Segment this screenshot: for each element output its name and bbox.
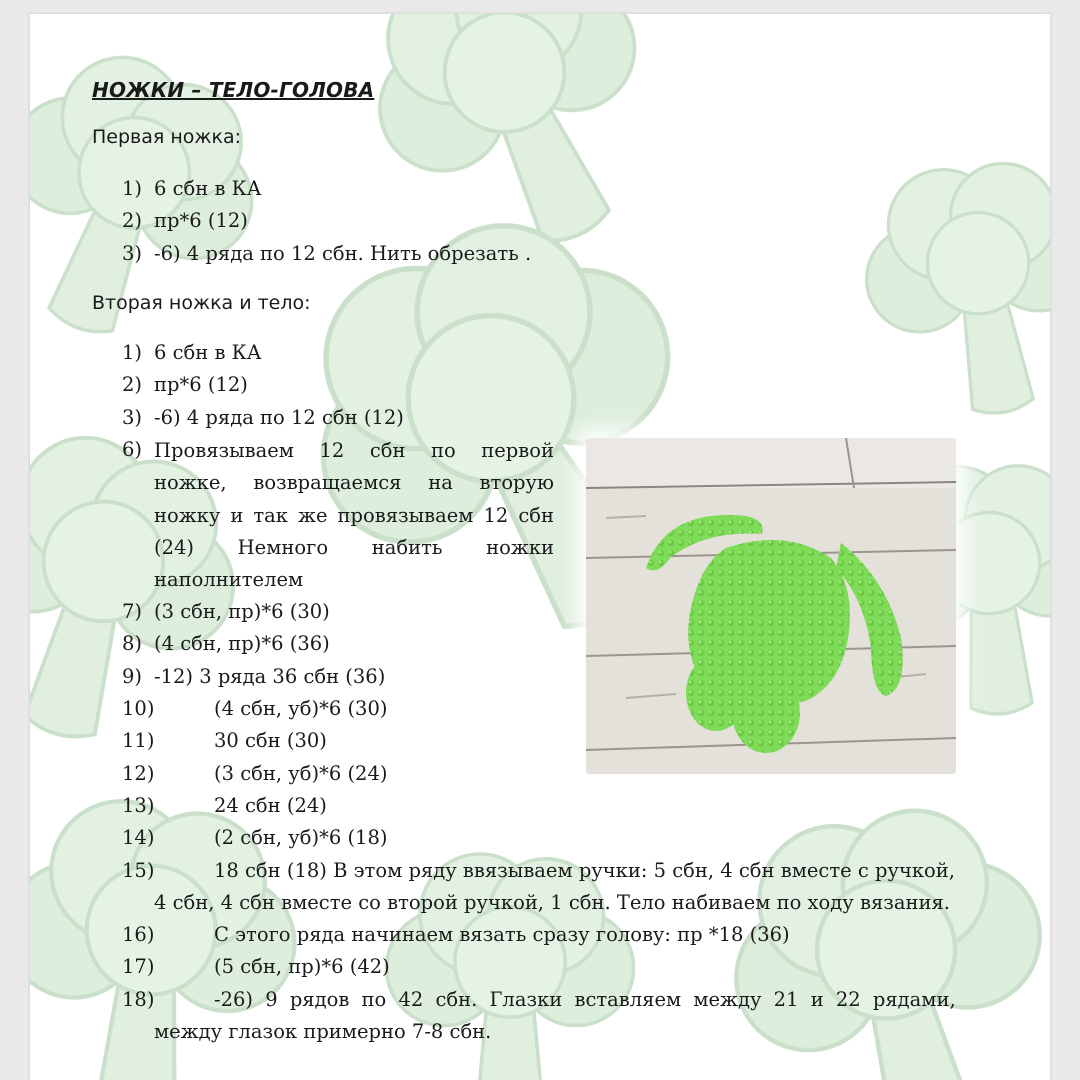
step-number: 8) <box>122 632 143 655</box>
step-text: (5 сбн, пр)*6 (42) <box>214 955 390 978</box>
step-number: 2) <box>122 209 143 232</box>
step-continuation: между глазок примерно 7-8 сбн. <box>154 1020 492 1043</box>
step-text: пр*6 (12) <box>154 209 248 232</box>
crochet-toy-image <box>586 438 956 774</box>
step-text: 6 сбн в КА <box>154 177 262 200</box>
step-text: -6) 4 ряда по 12 сбн. Нить обрезать . <box>154 242 532 265</box>
first-leg-heading: Первая ножка: <box>92 126 242 148</box>
step-text: пр*6 (12) <box>154 373 248 396</box>
step-number: 16) <box>122 923 155 946</box>
step-number: 1) <box>122 341 143 364</box>
step-number: 12) <box>122 762 155 785</box>
step-number: 3) <box>122 406 143 429</box>
step-text: (3 сбн, уб)*6 (24) <box>214 762 388 785</box>
toy-photo <box>586 438 956 774</box>
step-number: 10) <box>122 697 155 720</box>
second-leg-heading: Вторая ножка и тело: <box>92 292 311 314</box>
section-title: НОЖКИ – ТЕЛО-ГОЛОВА <box>92 78 375 102</box>
pattern-content <box>30 14 1050 1080</box>
step-number: 7) <box>122 600 143 623</box>
step-text: (4 сбн, уб)*6 (30) <box>214 697 388 720</box>
step-text: -26) 9 рядов по 42 сбн. Глазки вставляем между 21 и 22 рядами, <box>214 988 956 1011</box>
step-number: 18) <box>122 988 155 1011</box>
step-text: -12) 3 ряда 36 сбн (36) <box>154 665 386 688</box>
step-text: (4 сбн, пр)*6 (36) <box>154 632 330 655</box>
step-text: -6) 4 ряда по 12 сбн (12) <box>154 406 404 429</box>
step-text: (3 сбн, пр)*6 (30) <box>154 600 330 623</box>
step-number: 15) <box>122 859 155 882</box>
step-text: 6 сбн в КА <box>154 341 262 364</box>
step-number: 6) <box>122 438 143 461</box>
step-number: 11) <box>122 729 155 752</box>
step-text: 30 сбн (30) <box>214 729 327 752</box>
step-number: 9) <box>122 665 143 688</box>
step-text: Провязываем 12 сбн по первой ножке, возвращаемся на вторую ножку и так же провязываем 12 сбн (24) Немного набить ножки наполнителем <box>154 439 554 592</box>
step-number: 17) <box>122 955 155 978</box>
step-number: 3) <box>122 242 143 265</box>
step-number: 13) <box>122 794 155 817</box>
step-continuation: 4 сбн, 4 сбн вместе со второй ручкой, 1 сбн. Тело набиваем по ходу вязания. <box>154 891 950 914</box>
step-number: 2) <box>122 373 143 396</box>
document-page <box>30 14 1050 1080</box>
step-text: С этого ряда начинаем вязать сразу голову: пр *18 (36) <box>214 923 790 946</box>
step-text: 24 сбн (24) <box>214 794 327 817</box>
step-text: 18 сбн (18) В этом ряду ввязываем ручки: 5 сбн, 4 сбн вместе с ручкой, <box>214 859 955 882</box>
step-text: (2 сбн, уб)*6 (18) <box>214 826 388 849</box>
step-number: 1) <box>122 177 143 200</box>
step-number: 14) <box>122 826 155 849</box>
